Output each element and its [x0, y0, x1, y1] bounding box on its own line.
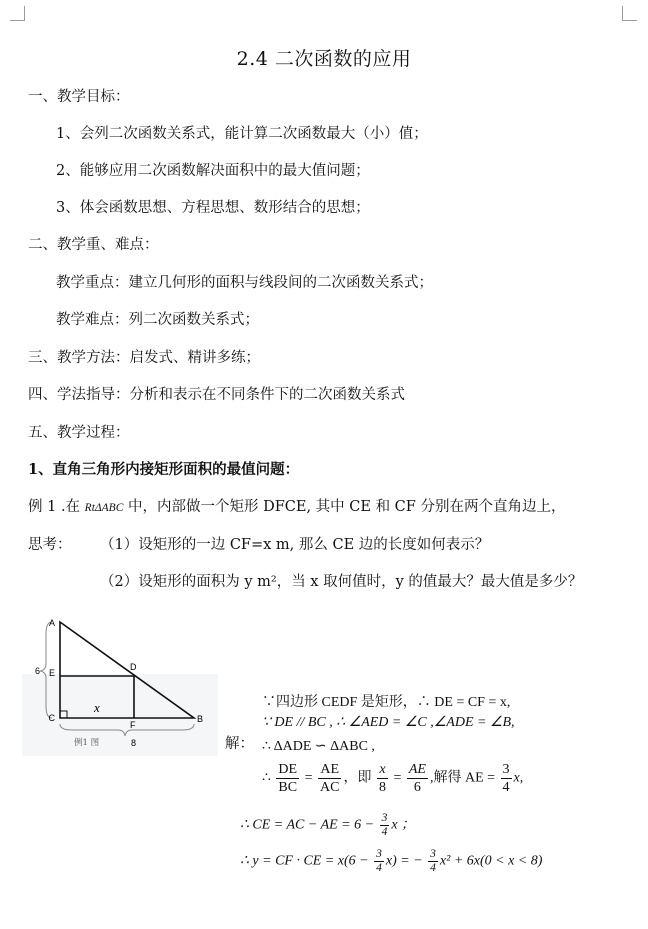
question-1: （1）设矩形的一边 CF=x m, 那么 CE 边的长度如何表示？: [100, 537, 490, 553]
solution-line-4: ∴ $\frac{DE}{BC}$ = $\frac{AE}{AC}$ ，即 $\frac{x}{8}$ = $\frac{AE}{6}$ ,解得 AE = $\frac{3}{4}$ x,: [262, 762, 524, 795]
solution-line-3: ∴ ΔADE ∽ ΔABC ,: [262, 739, 375, 754]
fraction-denominator: 4: [430, 862, 436, 874]
fraction-numerator: 3: [381, 812, 388, 824]
fraction-numerator: 3: [430, 848, 436, 860]
key-heading: 二、教学重、难点：: [28, 237, 159, 253]
think-label: 思考：: [28, 537, 72, 553]
y-mid: x) = −: [385, 853, 423, 869]
label-e: E: [48, 668, 55, 678]
crop-mark-left: [10, 6, 25, 21]
ae-result: x,: [513, 770, 524, 786]
label-x: x: [94, 700, 100, 715]
fraction-numerator: AE: [318, 761, 341, 779]
page-title: 2.4 二次函数的应用: [236, 48, 412, 70]
fraction-3-4: [501, 761, 512, 796]
label-c: C: [48, 713, 55, 723]
y-end: x² + 6x(0 < x < 8): [439, 853, 543, 869]
figure-caption: 例1 图: [74, 738, 100, 748]
bottom-side-length: 8: [131, 738, 137, 748]
fraction-3-4: [374, 848, 384, 875]
example-prefix: 例 1 .在: [28, 499, 85, 515]
example-rest: 中，内部做一个矩形 DFCE, 其中 CE 和 CF 分别在两个直角边上，: [123, 499, 566, 515]
fraction-denominator: 8: [378, 780, 386, 795]
left-side-length: 6: [35, 666, 41, 676]
solution-label: 解：: [225, 736, 254, 752]
fraction-denominator: 4: [502, 780, 510, 795]
solution-line-1: ∵四边形 CEDF 是矩形，∴ DE = CF = x,: [262, 695, 511, 710]
study-line: 四、学法指导：分析和表示在不同条件下的二次函数关系式: [28, 387, 405, 403]
goal-1: 1、会列二次函数关系式，能计算二次函数最大（小）值；: [56, 126, 428, 142]
solution-line-5: [240, 812, 415, 839]
fraction-ae-ac: [318, 761, 341, 796]
therefore-symbol: ∴: [262, 770, 271, 786]
fraction-numerator: DE: [276, 761, 299, 779]
method-line: 三、教学方法：启发式、精讲多练；: [28, 350, 260, 366]
label-a: A: [48, 618, 55, 628]
goal-3: 3、体会函数思想、方程思想、数形结合的思想；: [56, 200, 370, 216]
fraction-denominator: BC: [278, 780, 298, 795]
ce-expression: ∴ CE = AC − AE = 6 −: [240, 817, 375, 833]
fraction-numerator: x: [377, 761, 388, 779]
solution-line-2: [262, 714, 515, 731]
fraction-numerator: 3: [376, 848, 382, 860]
example-1: [28, 497, 565, 518]
problem-heading: 1、直角三角形内接矩形面积的最值问题：: [28, 461, 300, 478]
fraction-numerator: AE: [408, 762, 426, 777]
fraction-de-bc: [276, 761, 299, 796]
fraction-3-4: [428, 848, 438, 875]
fraction-denominator: 4: [381, 826, 388, 838]
example-triangle: RtΔABC: [84, 502, 124, 514]
crop-mark-right: [622, 6, 637, 21]
key-point: 教学重点：建立几何形的面积与线段间的二次函数关系式；: [56, 275, 433, 291]
y-expression: ∴ y = CF · CE = x(6 −: [240, 853, 369, 869]
solution-line-6: [240, 848, 542, 875]
fraction-numerator: 3: [502, 762, 510, 777]
ce-end: x ；: [391, 817, 416, 833]
triangle-figure: [22, 614, 218, 756]
solution-line-2-text: ∵ DE // BC , ∴ ∠AED = ∠C ,∠ADE = ∠B,: [262, 715, 515, 730]
label-b: B: [197, 714, 204, 724]
fraction-3-4: [380, 812, 390, 839]
fraction-denominator: 6: [413, 780, 421, 795]
fraction-ae-6: [407, 761, 428, 796]
process-heading: 五、教学过程：: [28, 425, 130, 441]
difficult-point: 教学难点：列二次函数关系式；: [56, 312, 259, 328]
goals-heading: 一、教学目标：: [28, 89, 130, 105]
solve-text: ,解得 AE =: [429, 770, 496, 786]
fraction-denominator: 4: [376, 862, 382, 874]
fraction-denominator: AC: [320, 780, 340, 795]
fraction-x-8: [377, 761, 388, 796]
question-2: （2）设矩形的面积为 y m²，当 x 取何值时，y 的值最大？最大值是多少？: [100, 574, 583, 590]
label-d: D: [130, 662, 137, 672]
goal-2: 2、能够应用二次函数解决面积中的最大值问题；: [56, 163, 370, 179]
label-f: F: [130, 720, 136, 730]
namely-text: ，即: [343, 770, 372, 786]
